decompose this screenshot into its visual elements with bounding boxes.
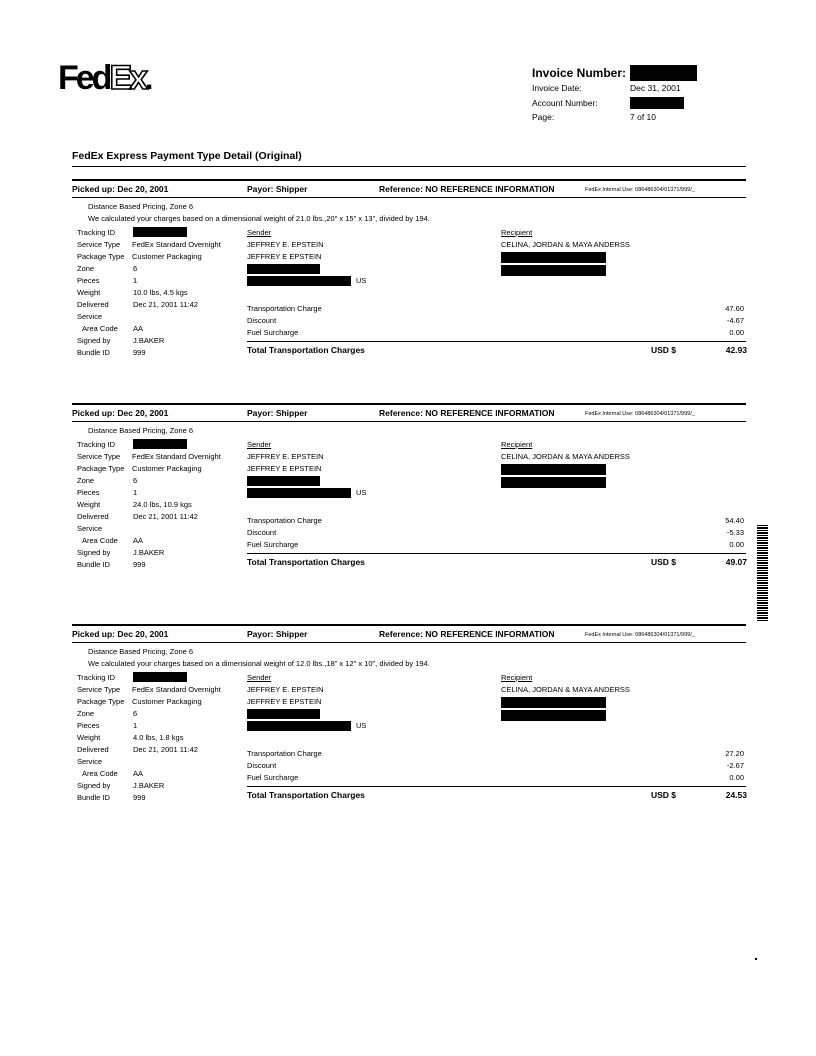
zone-value: 6 — [133, 476, 138, 485]
page-label: Page: — [532, 112, 555, 122]
transport-value: 47.60 — [725, 304, 744, 313]
recipient-heading: Recipient — [501, 673, 533, 682]
shipment-header-rule — [72, 642, 746, 643]
package-type-label: Package Type — [77, 697, 125, 706]
payor: Payor: Shipper — [247, 184, 308, 194]
delivered-value: Dec 21, 2001 11:42 — [133, 512, 198, 521]
currency-label: USD $ — [651, 790, 677, 800]
total-label: Total Transportation Charges — [247, 345, 365, 355]
signed-by-value: J.BAKER — [133, 781, 165, 790]
recipient-heading: Recipient — [501, 440, 533, 449]
internal-use: FedEx Internal Use: 086486304/01371/999/_ — [585, 411, 695, 417]
delivered-value: Dec 21, 2001 11:42 — [133, 745, 198, 754]
delivered-label: Delivered — [77, 745, 109, 754]
transport-label: Transportation Charge — [247, 304, 322, 313]
signed-by-value: J.BAKER — [133, 336, 165, 345]
area-code-value: AA — [133, 324, 144, 333]
recipient-line-1: CELINA, JORDAN & MAYA ANDERSS — [501, 240, 630, 249]
reference: Reference: NO REFERENCE INFORMATION — [379, 184, 555, 194]
zone-label: Zone — [77, 709, 95, 718]
pieces-label: Pieces — [77, 276, 100, 285]
recipient-line-1: CELINA, JORDAN & MAYA ANDERSS — [501, 452, 630, 461]
redacted-recipient-address — [501, 464, 606, 475]
currency-label: USD $ — [651, 345, 677, 355]
sender-line-1: JEFFREY E. EPSTEIN — [247, 452, 324, 461]
redacted-recipient-city — [501, 265, 606, 276]
logo-fed: Fed — [58, 59, 110, 97]
discount-label: Discount — [247, 528, 277, 537]
redacted-sender-address — [247, 476, 320, 486]
tracking-label: Tracking ID — [77, 673, 116, 682]
charges-rule — [247, 341, 746, 342]
package-type-label: Package Type — [77, 464, 125, 473]
dimensional-note: We calculated your charges based on a dimensional weight of 21.0 lbs.,20" x 15" x 13", divided by 194. — [88, 214, 430, 223]
area-code-value: AA — [133, 536, 144, 545]
invoice-date-label: Invoice Date: — [532, 83, 582, 93]
pieces-value: 1 — [133, 276, 138, 285]
redacted-recipient-city — [501, 710, 606, 721]
section-title: FedEx Express Payment Type Detail (Original) — [72, 150, 302, 162]
payor: Payor: Shipper — [247, 408, 308, 418]
sender-country: US — [356, 721, 367, 730]
account-number-label: Account Number: — [532, 98, 598, 108]
redacted-sender-city — [247, 488, 351, 498]
redacted-tracking-id — [133, 439, 187, 449]
sender-heading: Sender — [247, 673, 272, 682]
service-type-label: Service Type — [77, 685, 121, 694]
package-type-value: Customer Packaging — [132, 252, 202, 261]
delivered-label: Delivered — [77, 512, 109, 521]
internal-use: FedEx Internal Use: 086486304/01371/999/_ — [585, 632, 695, 638]
shipment-header-rule — [72, 197, 746, 198]
total-label: Total Transportation Charges — [247, 557, 365, 567]
total-label: Total Transportation Charges — [247, 790, 365, 800]
shipment-block — [0, 624, 816, 854]
redacted-recipient-city — [501, 477, 606, 488]
discount-value: -5.33 — [726, 528, 744, 537]
picked-up: Picked up: Dec 20, 2001 — [72, 184, 169, 194]
service-label: Service — [77, 524, 103, 533]
weight-label: Weight — [77, 733, 101, 742]
bundle-id-value: 999 — [133, 348, 146, 357]
zone-value: 6 — [133, 709, 138, 718]
bundle-id-label: Bundle ID — [77, 560, 110, 569]
shipment-block — [0, 403, 816, 633]
page-value: 7 of 10 — [630, 112, 656, 122]
internal-use: FedEx Internal Use: 086486304/01371/999/_ — [585, 187, 695, 193]
recipient-heading: Recipient — [501, 228, 533, 237]
signed-by-label: Signed by — [77, 548, 111, 557]
currency-label: USD $ — [651, 557, 677, 567]
fuel-label: Fuel Surcharge — [247, 328, 299, 337]
redacted-sender-address — [247, 709, 320, 719]
weight-label: Weight — [77, 288, 101, 297]
area-code-label: Area Code — [82, 536, 118, 545]
sender-heading: Sender — [247, 228, 272, 237]
pricing-line: Distance Based Pricing, Zone 6 — [88, 426, 194, 435]
fuel-label: Fuel Surcharge — [247, 773, 299, 782]
sender-line-2: JEFFREY E EPSTEIN — [247, 464, 322, 473]
zone-label: Zone — [77, 476, 95, 485]
service-type-value: FedEx Standard Overnight — [132, 452, 221, 461]
redacted-tracking-id — [133, 227, 187, 237]
invoice-date-value: Dec 31, 2001 — [630, 83, 681, 93]
transport-label: Transportation Charge — [247, 749, 322, 758]
bundle-id-value: 999 — [133, 560, 146, 569]
fedex-logo — [58, 58, 150, 100]
redacted-tracking-id — [133, 672, 187, 682]
weight-value: 24.0 lbs, 10.9 kgs — [133, 500, 192, 509]
reference: Reference: NO REFERENCE INFORMATION — [379, 408, 555, 418]
sender-line-2: JEFFREY E EPSTEIN — [247, 252, 322, 261]
service-label: Service — [77, 312, 103, 321]
payor: Payor: Shipper — [247, 629, 308, 639]
total-value: 42.93 — [725, 345, 747, 355]
service-type-value: FedEx Standard Overnight — [132, 685, 221, 694]
redacted-recipient-address — [501, 252, 606, 263]
pricing-line: Distance Based Pricing, Zone 6 — [88, 647, 194, 656]
package-type-value: Customer Packaging — [132, 464, 202, 473]
fuel-value: 0.00 — [729, 540, 744, 549]
fuel-value: 0.00 — [729, 773, 744, 782]
discount-label: Discount — [247, 761, 277, 770]
delivered-label: Delivered — [77, 300, 109, 309]
area-code-value: AA — [133, 769, 144, 778]
package-type-label: Package Type — [77, 252, 125, 261]
redacted-sender-city — [247, 721, 351, 731]
discount-value: -2.67 — [726, 761, 744, 770]
redacted-sender-address — [247, 264, 320, 274]
shipment-header-rule — [72, 421, 746, 422]
pieces-value: 1 — [133, 721, 138, 730]
picked-up: Picked up: Dec 20, 2001 — [72, 408, 169, 418]
barcode-mark — [757, 525, 768, 621]
tracking-label: Tracking ID — [77, 228, 116, 237]
sender-country: US — [356, 488, 367, 497]
signed-by-label: Signed by — [77, 336, 111, 345]
service-type-value: FedEx Standard Overnight — [132, 240, 221, 249]
weight-label: Weight — [77, 500, 101, 509]
invoice-number-label: Invoice Number: — [532, 66, 627, 80]
area-code-label: Area Code — [82, 324, 118, 333]
service-type-label: Service Type — [77, 452, 121, 461]
bundle-id-label: Bundle ID — [77, 793, 110, 802]
pieces-label: Pieces — [77, 721, 100, 730]
service-label: Service — [77, 757, 103, 766]
area-code-label: Area Code — [82, 769, 118, 778]
recipient-line-1: CELINA, JORDAN & MAYA ANDERSS — [501, 685, 630, 694]
logo-ex: Ex — [109, 59, 146, 97]
zone-value: 6 — [133, 264, 138, 273]
transport-label: Transportation Charge — [247, 516, 322, 525]
shipment-top-rule — [72, 179, 746, 181]
delivered-value: Dec 21, 2001 11:42 — [133, 300, 198, 309]
discount-value: -4.67 — [726, 316, 744, 325]
fuel-value: 0.00 — [729, 328, 744, 337]
sender-country: US — [356, 276, 367, 285]
redacted-account-number — [630, 97, 684, 109]
picked-up: Picked up: Dec 20, 2001 — [72, 629, 169, 639]
shipment-top-rule — [72, 403, 746, 405]
signed-by-value: J.BAKER — [133, 548, 165, 557]
section-rule — [72, 166, 746, 167]
total-value: 24.53 — [725, 790, 747, 800]
logo-dot: . — [145, 63, 151, 96]
bundle-id-label: Bundle ID — [77, 348, 110, 357]
total-value: 49.07 — [725, 557, 747, 567]
transport-value: 27.20 — [725, 749, 744, 758]
pricing-line: Distance Based Pricing, Zone 6 — [88, 202, 194, 211]
sender-heading: Sender — [247, 440, 272, 449]
zone-label: Zone — [77, 264, 95, 273]
shipment-top-rule — [72, 624, 746, 626]
bundle-id-value: 999 — [133, 793, 146, 802]
dimensional-note: We calculated your charges based on a dimensional weight of 12.0 lbs.,18" x 12" x 10", divided by 194. — [88, 659, 430, 668]
shipment-block — [0, 179, 816, 409]
discount-label: Discount — [247, 316, 277, 325]
weight-value: 4.0 lbs, 1.8 kgs — [133, 733, 184, 742]
transport-value: 54.40 — [725, 516, 744, 525]
sender-line-2: JEFFREY E EPSTEIN — [247, 697, 322, 706]
tracking-label: Tracking ID — [77, 440, 116, 449]
charges-rule — [247, 553, 746, 554]
package-type-value: Customer Packaging — [132, 697, 202, 706]
redacted-sender-city — [247, 276, 351, 286]
redacted-recipient-address — [501, 697, 606, 708]
pieces-value: 1 — [133, 488, 138, 497]
sender-line-1: JEFFREY E. EPSTEIN — [247, 240, 324, 249]
sender-line-1: JEFFREY E. EPSTEIN — [247, 685, 324, 694]
redacted-invoice-number — [630, 65, 697, 81]
pieces-label: Pieces — [77, 488, 100, 497]
reference: Reference: NO REFERENCE INFORMATION — [379, 629, 555, 639]
signed-by-label: Signed by — [77, 781, 111, 790]
charges-rule — [247, 786, 746, 787]
page-dot — [755, 958, 757, 960]
weight-value: 10.0 lbs, 4.5 kgs — [133, 288, 188, 297]
fuel-label: Fuel Surcharge — [247, 540, 299, 549]
service-type-label: Service Type — [77, 240, 121, 249]
